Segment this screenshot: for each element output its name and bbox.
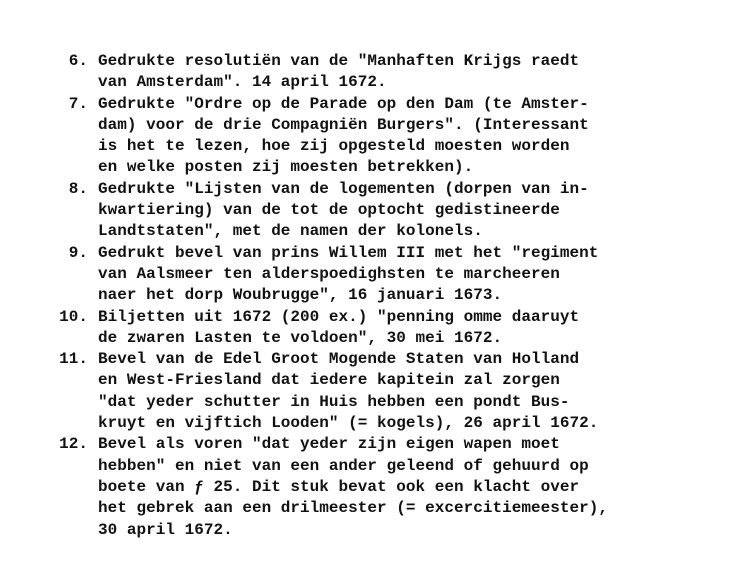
text-line: 30 april 1672. (98, 520, 233, 539)
text-line: van Amsterdam". 14 april 1672. (98, 73, 387, 92)
list-item (50, 51, 608, 94)
text-line: boete van ƒ 25. Dit stuk bevat ook een klacht over (98, 477, 580, 496)
text-line: Gedrukt bevel van prins Willem III met het "regiment (98, 243, 599, 262)
list-item (50, 434, 608, 540)
item-text (88, 434, 608, 540)
list-item (50, 243, 608, 307)
text-line: naer het dorp Woubrugge", 16 januari 1673. (98, 286, 503, 305)
text-line: Biljetten uit 1672 (200 ex.) "penning omme daaruyt (98, 307, 580, 326)
text-line: Bevel als voren "dat yeder zijn eigen wapen moet (98, 435, 560, 454)
item-number: 8. (68, 179, 88, 198)
item-text (88, 94, 589, 179)
text-line: kruyt en vijftich Looden" (= kogels), 26 april 1672. (98, 414, 599, 433)
list-item (50, 179, 608, 243)
text-line: Gedrukte "Lijsten van de logementen (dorpen van in- (98, 179, 589, 198)
item-number: 6. (68, 52, 88, 70)
text-line: is het te lezen, hoe zij opgesteld moesten worden (98, 137, 570, 156)
item-text (88, 179, 589, 243)
text-line: kwartiering) van de tot de optocht gedistineerde (98, 201, 560, 220)
text-line: Gedrukte resolutiën van de "Manhaften Krijgs raedt (98, 52, 580, 70)
text-line: het gebrek aan een drilmeester (= excercitiemeester), (98, 499, 608, 518)
text-line: Gedrukte "Ordre op de Parade op den Dam (te Amster- (98, 94, 589, 113)
text-line: van Aalsmeer ten alderspoedighsten te marcheeren (98, 264, 560, 283)
list-item (50, 94, 608, 179)
text-line: en welke posten zij moesten betrekken). (98, 158, 474, 177)
text-line: Landtstaten", met de namen der kolonels. (98, 222, 483, 241)
item-number: 10. (59, 307, 88, 326)
text-line: en West-Friesland dat iedere kapitein zal zorgen (98, 371, 560, 390)
item-text (88, 349, 598, 434)
item-text (88, 243, 598, 307)
item-number: 11. (59, 350, 88, 369)
text-line: de zwaren Lasten te voldoen", 30 mei 1672. (98, 328, 503, 347)
numbered-list (50, 51, 608, 541)
list-item (50, 349, 608, 434)
list-item (50, 307, 608, 350)
item-text (88, 51, 579, 94)
item-number: 12. (59, 435, 88, 454)
text-line: hebben" en niet van een ander geleend of gehuurd op (98, 456, 589, 475)
item-number: 7. (68, 94, 88, 113)
item-text (88, 307, 579, 350)
text-line: Bevel van de Edel Groot Mogende Staten van Holland (98, 350, 580, 369)
text-line: dam) voor de drie Compagniën Burgers". (Interessant (98, 115, 589, 134)
item-number: 9. (68, 243, 88, 262)
text-line: "dat yeder schutter in Huis hebben een pondt Bus- (98, 392, 570, 411)
